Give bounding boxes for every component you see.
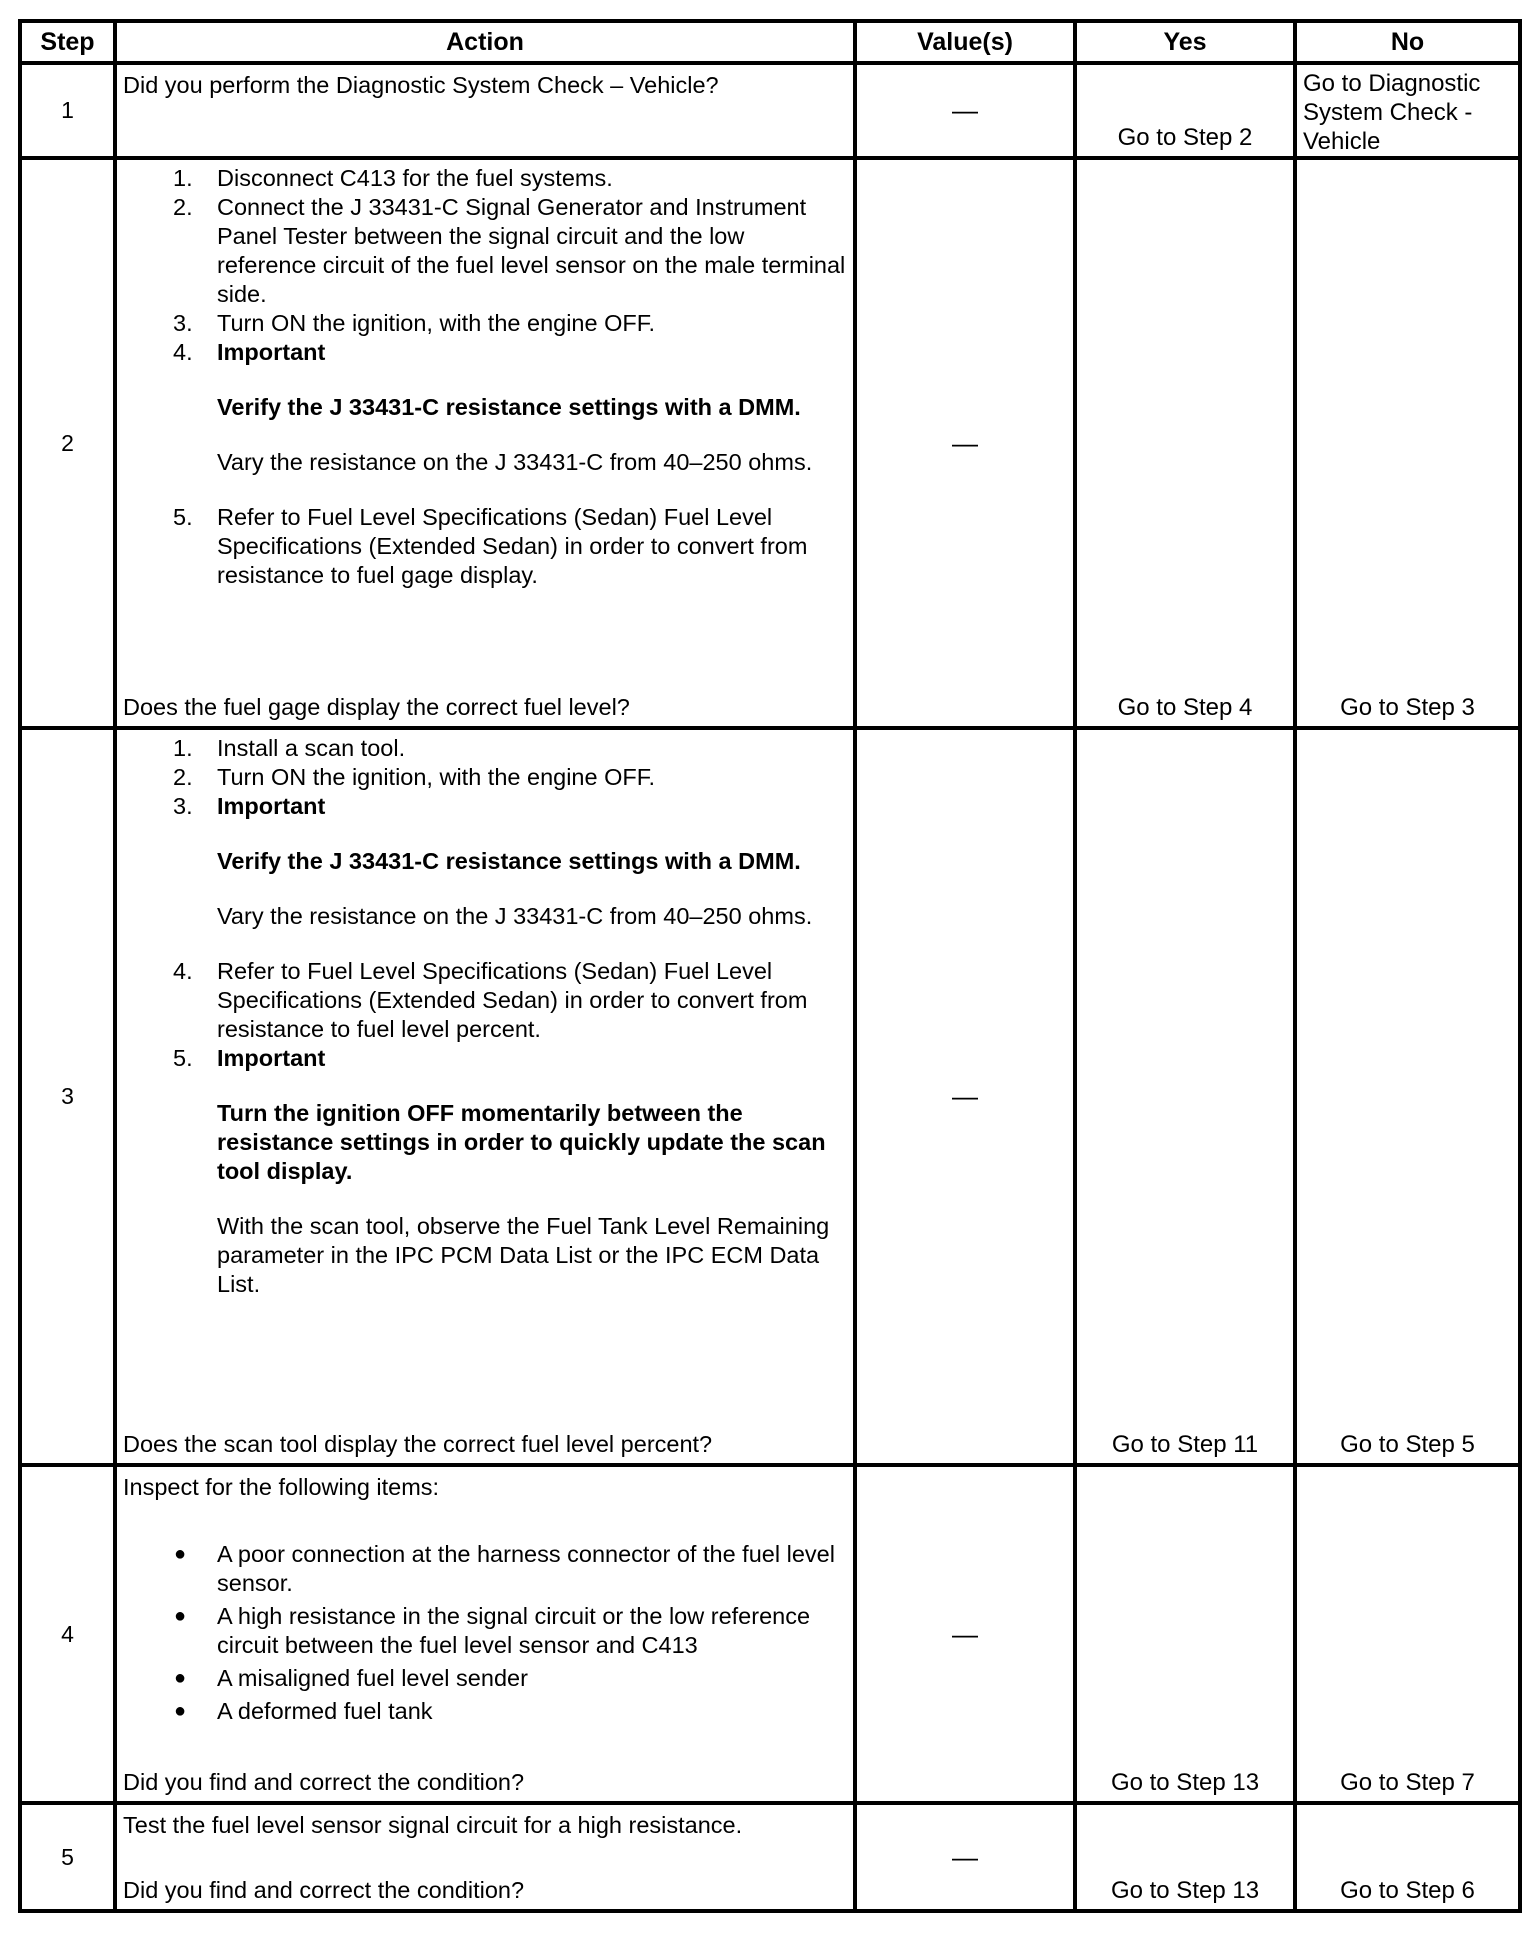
- list-item: [117, 763, 853, 792]
- value-cell: —: [855, 1803, 1075, 1911]
- header-yes: Yes: [1075, 21, 1295, 63]
- item-number: 2.: [173, 764, 193, 790]
- bullet-icon: ●: [174, 1667, 187, 1689]
- no-text: Go to Step 3: [1340, 694, 1475, 721]
- list-item: [117, 164, 853, 193]
- table-row: [20, 1803, 1520, 1911]
- yes-text: Go to Step 11: [1111, 1431, 1259, 1458]
- bullet-icon: ●: [174, 1543, 187, 1565]
- action-text: Test the fuel level sensor signal circuit for a high resistance.: [123, 1812, 743, 1838]
- step-number: 5: [20, 1803, 115, 1911]
- bullet-text: A poor connection at the harness connector of the fuel level sensor.: [217, 1541, 835, 1596]
- item-number: 4.: [173, 339, 193, 365]
- no-cell: [1295, 158, 1520, 728]
- no-cell: [1295, 1803, 1520, 1911]
- list-item: [117, 734, 853, 763]
- action-cell: [115, 158, 855, 728]
- yes-cell: [1075, 728, 1295, 1465]
- diagnostic-table: [18, 19, 1522, 1913]
- item-number: 4.: [173, 958, 193, 984]
- important-heading: Important: [217, 1045, 326, 1071]
- item-text: Turn ON the ignition, with the engine OFF.: [217, 764, 656, 790]
- value-cell: —: [855, 158, 1075, 728]
- step-number: 3: [20, 728, 115, 1465]
- item-number: 1.: [173, 735, 193, 761]
- item-number: 3.: [173, 310, 193, 336]
- list-item: [117, 193, 853, 309]
- value-cell: —: [855, 63, 1075, 158]
- action-cell: [115, 728, 855, 1465]
- step-number: 1: [20, 63, 115, 158]
- bullet-text: A deformed fuel tank: [217, 1698, 433, 1724]
- important-instruction: Vary the resistance on the J 33431-C from 40–250 ohms.: [217, 903, 813, 929]
- item-number: 5.: [173, 1045, 193, 1071]
- question-text: Did you find and correct the condition?: [123, 1769, 525, 1795]
- header-action: Action: [115, 21, 855, 63]
- item-text: Install a scan tool.: [217, 735, 406, 761]
- item-number: 2.: [173, 194, 193, 220]
- item-number: 5.: [173, 504, 193, 530]
- header-row: [20, 21, 1520, 63]
- list-item: [117, 792, 853, 821]
- no-text: Go to Step 7: [1340, 1769, 1475, 1796]
- no-cell: Go to Diagnostic System Check - Vehicle: [1295, 63, 1520, 158]
- important-heading: Important: [217, 793, 326, 819]
- table-row: [20, 158, 1520, 728]
- list-item: [117, 503, 853, 590]
- question-text: Did you find and correct the condition?: [123, 1877, 525, 1903]
- list-item: [117, 309, 853, 338]
- no-text: Go to Step 6: [1340, 1877, 1475, 1904]
- action-text: Inspect for the following items:: [123, 1474, 440, 1500]
- bullet-item: [117, 1697, 853, 1726]
- important-instruction: Vary the resistance on the J 33431-C from 40–250 ohms.: [217, 449, 813, 475]
- action-text: Did you perform the Diagnostic System Check – Vehicle?: [123, 72, 719, 98]
- item-text: Refer to Fuel Level Specifications (Sedan) Fuel Level Specifications (Extended Sedan) in order to convert from resistance to fuel gage display.: [217, 504, 808, 588]
- item-text: Turn ON the ignition, with the engine OFF.: [217, 310, 656, 336]
- question-text: Does the fuel gage display the correct fuel level?: [123, 694, 630, 720]
- important-note: Verify the J 33431-C resistance settings with a DMM.: [217, 394, 801, 420]
- table-row: [20, 63, 1520, 158]
- value-cell: —: [855, 1465, 1075, 1803]
- yes-cell: [1075, 1465, 1295, 1803]
- yes-text: Go to Step 13: [1110, 1877, 1260, 1904]
- question-text: Does the scan tool display the correct fuel level percent?: [123, 1431, 713, 1457]
- table-row: [20, 728, 1520, 1465]
- table-row: [20, 1465, 1520, 1803]
- yes-text: Go to Step 13: [1110, 1769, 1260, 1796]
- bullet-text: A high resistance in the signal circuit or the low reference circuit between the fuel level sensor and C413: [217, 1603, 811, 1658]
- header-no: No: [1295, 21, 1520, 63]
- bullet-text: A misaligned fuel level sender: [217, 1665, 528, 1691]
- list-item: [117, 1044, 853, 1073]
- item-number: 3.: [173, 793, 193, 819]
- yes-cell: [1075, 158, 1295, 728]
- header-values: Value(s): [855, 21, 1075, 63]
- value-cell: —: [855, 728, 1075, 1465]
- list-item: [117, 957, 853, 1044]
- no-cell: [1295, 1465, 1520, 1803]
- yes-text: Go to Step 4: [1117, 694, 1253, 721]
- no-text: Go to Step 5: [1340, 1431, 1475, 1458]
- item-number: 1.: [173, 165, 193, 191]
- action-cell: [115, 63, 855, 158]
- action-cell: [115, 1465, 855, 1803]
- item-text: Connect the J 33431-C Signal Generator and Instrument Panel Tester between the signal circuit and the low reference circuit of the fuel level sensor on the male terminal side.: [217, 194, 846, 307]
- bullet-icon: ●: [174, 1700, 187, 1722]
- bullet-item: [117, 1664, 853, 1693]
- important-note: Verify the J 33431-C resistance settings with a DMM.: [217, 848, 801, 874]
- yes-cell: [1075, 63, 1295, 158]
- no-cell: [1295, 728, 1520, 1465]
- bullet-item: [117, 1540, 853, 1598]
- important-heading: Important: [217, 339, 326, 365]
- header-step: Step: [20, 21, 115, 63]
- yes-cell: [1075, 1803, 1295, 1911]
- item-text: Disconnect C413 for the fuel systems.: [217, 165, 613, 191]
- step-number: 2: [20, 158, 115, 728]
- bullet-item: [117, 1602, 853, 1660]
- step-number: 4: [20, 1465, 115, 1803]
- important-instruction: With the scan tool, observe the Fuel Tank Level Remaining parameter in the IPC PCM Data List or the IPC ECM Data List.: [217, 1213, 830, 1297]
- list-item: [117, 338, 853, 367]
- item-text: Refer to Fuel Level Specifications (Sedan) Fuel Level Specifications (Extended Sedan) in order to convert from resistance to fuel level percent.: [217, 958, 808, 1042]
- action-cell: [115, 1803, 855, 1911]
- yes-text: Go to Step 2: [1117, 124, 1253, 151]
- bullet-icon: ●: [174, 1605, 187, 1627]
- important-note: Turn the ignition OFF momentarily between the resistance settings in order to quickly update the scan tool display.: [217, 1100, 826, 1184]
